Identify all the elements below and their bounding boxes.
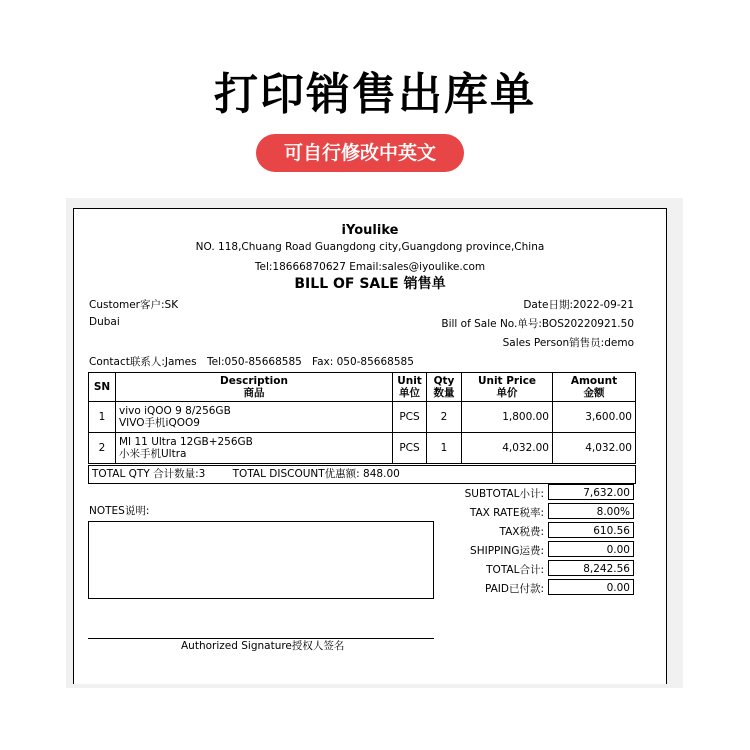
notes-label: NOTES说明: — [89, 505, 150, 517]
shipping-label: SHIPPING运费: — [470, 545, 544, 557]
tax-label: TAX税费: — [499, 526, 544, 538]
company-contact: Tel:18666870627 Email:sales@iyoulike.com — [254, 261, 486, 273]
tax-value: 610.56 — [548, 522, 634, 538]
sales-person: Sales Person销售员:demo — [502, 337, 634, 349]
item-qty: 1 — [427, 433, 462, 464]
document-title: BILL OF SALE 销售单 — [294, 276, 446, 292]
col-amount: Amount 金额 — [553, 373, 636, 402]
contact-person: Contact联系人:James — [89, 356, 197, 368]
notes-box — [88, 521, 434, 599]
item-sn: 1 — [89, 402, 116, 433]
tax-rate-label: TAX RATE税率: — [469, 507, 544, 519]
col-unit: Unit 单位 — [393, 373, 427, 402]
subtotal-label: SUBTOTAL小计: — [464, 488, 544, 500]
col-description: Description 商品 — [116, 373, 393, 402]
item-sn: 2 — [89, 433, 116, 464]
table-row — [89, 402, 636, 433]
total-qty: TOTAL QTY 合计数量:3 — [92, 468, 206, 480]
bill-date: Date日期:2022-09-21 — [523, 299, 634, 311]
item-qty: 2 — [427, 402, 462, 433]
feature-badge: 可自行修改中英文 — [256, 134, 464, 172]
items-header-row — [89, 373, 636, 402]
subtotal-value: 7,632.00 — [548, 484, 634, 500]
item-amount: 3,600.00 — [553, 402, 636, 433]
item-unit-price: 1,800.00 — [462, 402, 553, 433]
contact-tel: Tel:050-85668585 — [207, 356, 302, 368]
page-headline: 打印销售出库单 — [214, 69, 536, 120]
paid-value: 0.00 — [548, 579, 634, 595]
signature-line — [88, 638, 434, 639]
item-unit: PCS — [393, 402, 427, 433]
col-unit-price: Unit Price 单价 — [462, 373, 553, 402]
company-address: NO. 118,Chuang Road Guangdong city,Guangdong province,China — [195, 241, 545, 253]
shipping-value: 0.00 — [548, 541, 634, 557]
total-label: TOTAL合计: — [486, 564, 544, 576]
item-amount: 4,032.00 — [553, 433, 636, 464]
bill-of-sale-document — [73, 208, 667, 684]
totals-bar — [88, 465, 636, 484]
signature-label: Authorized Signature授权人签名 — [181, 640, 345, 652]
col-sn: SN — [89, 373, 116, 402]
customer-city: Dubai — [89, 316, 120, 328]
item-unit-price: 4,032.00 — [462, 433, 553, 464]
items-table — [88, 372, 636, 464]
item-description: vivo iQOO 9 8/256GB VIVO手机iQOO9 — [116, 402, 393, 433]
bill-number: Bill of Sale No.单号:BOS20220921.50 — [441, 318, 634, 330]
col-qty: Qty 数量 — [427, 373, 462, 402]
contact-fax: Fax: 050-85668585 — [312, 356, 414, 368]
total-discount: TOTAL DISCOUNT优惠额: 848.00 — [232, 468, 400, 480]
customer-name: Customer客户:SK — [89, 299, 179, 311]
item-unit: PCS — [393, 433, 427, 464]
paid-label: PAID已付款: — [484, 583, 544, 595]
item-description: MI 11 Ultra 12GB+256GB 小米手机Ultra — [116, 433, 393, 464]
tax-rate-value: 8.00% — [548, 503, 634, 519]
table-row — [89, 433, 636, 464]
total-value: 8,242.56 — [548, 560, 634, 576]
company-name: iYoulike — [341, 223, 399, 238]
